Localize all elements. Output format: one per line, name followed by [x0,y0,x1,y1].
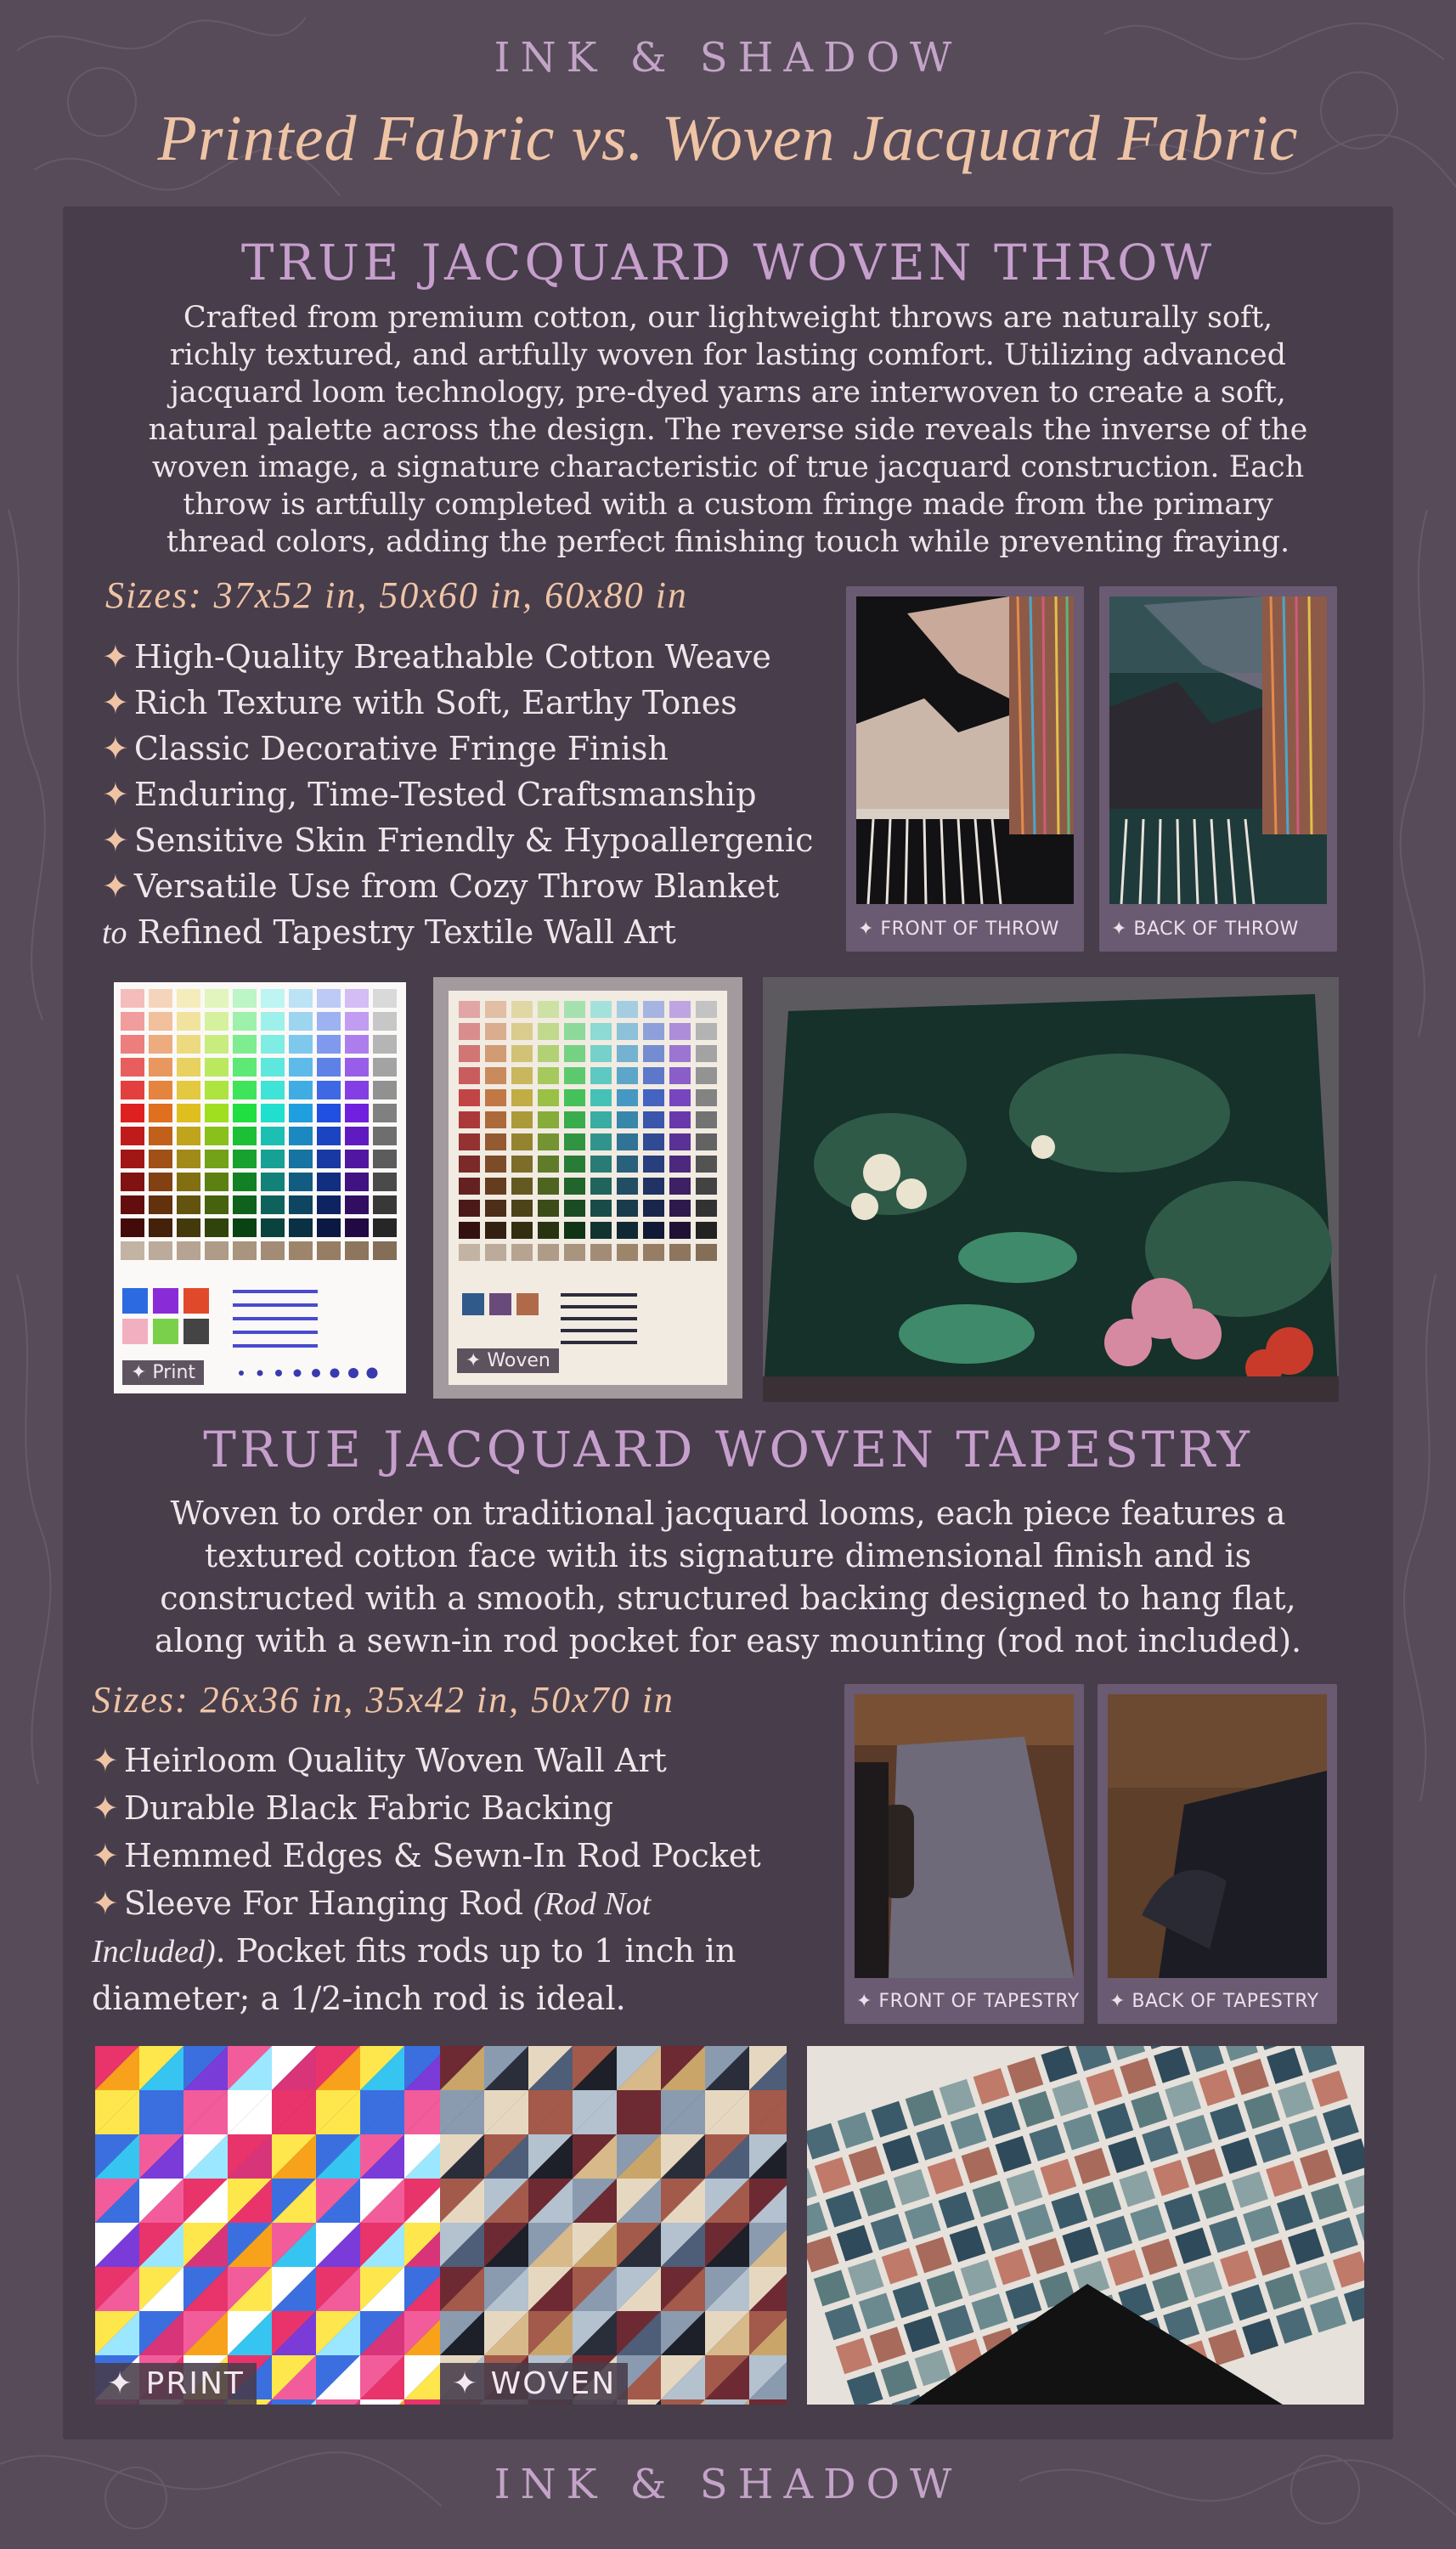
brand-logo-bottom: INK & SHADOW [494,2461,962,2508]
throw-description: Crafted from premium cotton, our lightweight throws are naturally soft, richly textured, and artfully woven for lasting comfort. Utilizing advanced jacquard loom technology, pre-dyed yarns are interwoven to create a soft, natural palette across the design. The reverse side reveals the inverse of the woven image, a signature characteristic of true jacquard construction. Each throw is artfully completed with a custom fringe made from the primary thread colors, adding the perfect finishing touch while preventing fraying. [148,301,1308,559]
tapestry-front-caption: ✦ FRONT OF TAPESTRY [856,1991,1080,2012]
feature-item: ✦ Sleeve For Hanging Rod (Rod Not [92,1885,652,1922]
tapestry-woven-label: ✦ WOVEN [440,2363,628,2405]
page-title: Printed Fabric vs. Woven Jacquard Fabric [157,103,1299,174]
tapestry-description: Woven to order on traditional jacquard looms, each piece features a textured cotton face with its signature dimensional finish and is constructed with a smooth, structured backing designed to hang flat, along with a sewn-in rod pocket for easy mounting (rod not included). [154,1495,1302,1659]
feature-item: ✦ Sensitive Skin Friendly & Hypoallergenic [102,822,814,859]
tapestry-section-title: TRUE JACQUARD WOVEN TAPESTRY [203,1421,1253,1478]
feature-item-continued: to Refined Tapestry Textile Wall Art [102,913,676,951]
tapestry-sizes: Sizes: 26x36 in, 35x42 in, 50x70 in [92,1679,674,1721]
feature-item: ✦ Rich Texture with Soft, Earthy Tones [102,684,737,721]
geometric-woven-image [440,2046,787,2405]
print-label: ✦ Print [122,1360,204,1385]
throw-back-image [1109,596,1327,904]
tapestry-back-caption: ✦ BACK OF TAPESTRY [1109,1991,1319,2012]
color-chart-woven-image [433,977,742,1399]
throw-front-photo-card [846,586,1084,952]
woven-label: ✦ Woven [457,1348,559,1373]
throw-sizes: Sizes: 37x52 in, 50x60 in, 60x80 in [105,574,688,616]
feature-item: ✦ Heirloom Quality Woven Wall Art [92,1742,667,1779]
woven-grid-closeup-image [807,2046,1364,2405]
tapestry-back-image [1108,1694,1327,1978]
throw-front-image [856,596,1074,904]
throw-section-title: TRUE JACQUARD WOVEN THROW [240,234,1216,291]
feature-item: ✦ High-Quality Breathable Cotton Weave [102,638,771,675]
woven-garden-throw-photo [763,977,1339,1402]
throw-feature-list [102,634,813,955]
color-chart-print-image [114,982,406,1393]
tapestry-front-image [855,1694,1074,1978]
tapestry-front-photo-card [844,1684,1084,2024]
throw-back-photo-card [1099,586,1337,952]
throw-back-caption: ✦ BACK OF THROW [1111,918,1299,940]
tapestry-feature-list [92,1737,761,2022]
feature-item: ✦ Durable Black Fabric Backing [92,1789,614,1827]
feature-item-continued: diameter; a 1/2-inch rod is ideal. [92,1980,626,2017]
feature-item: ✦ Versatile Use from Cozy Throw Blanket [102,868,780,905]
feature-item: ✦ Classic Decorative Fringe Finish [102,730,669,767]
brand-logo-top: INK & SHADOW [494,34,962,82]
feature-item: ✦ Hemmed Edges & Sewn-In Rod Pocket [92,1837,761,1874]
tapestry-print-label: ✦ PRINT [95,2363,257,2405]
feature-item-continued: Included). Pocket fits rods up to 1 inch in [92,1932,736,1970]
tapestry-back-photo-card [1098,1684,1337,2024]
feature-item: ✦ Enduring, Time-Tested Craftsmanship [102,776,757,813]
throw-front-caption: ✦ FRONT OF THROW [858,918,1059,940]
geometric-print-image [95,2046,440,2405]
